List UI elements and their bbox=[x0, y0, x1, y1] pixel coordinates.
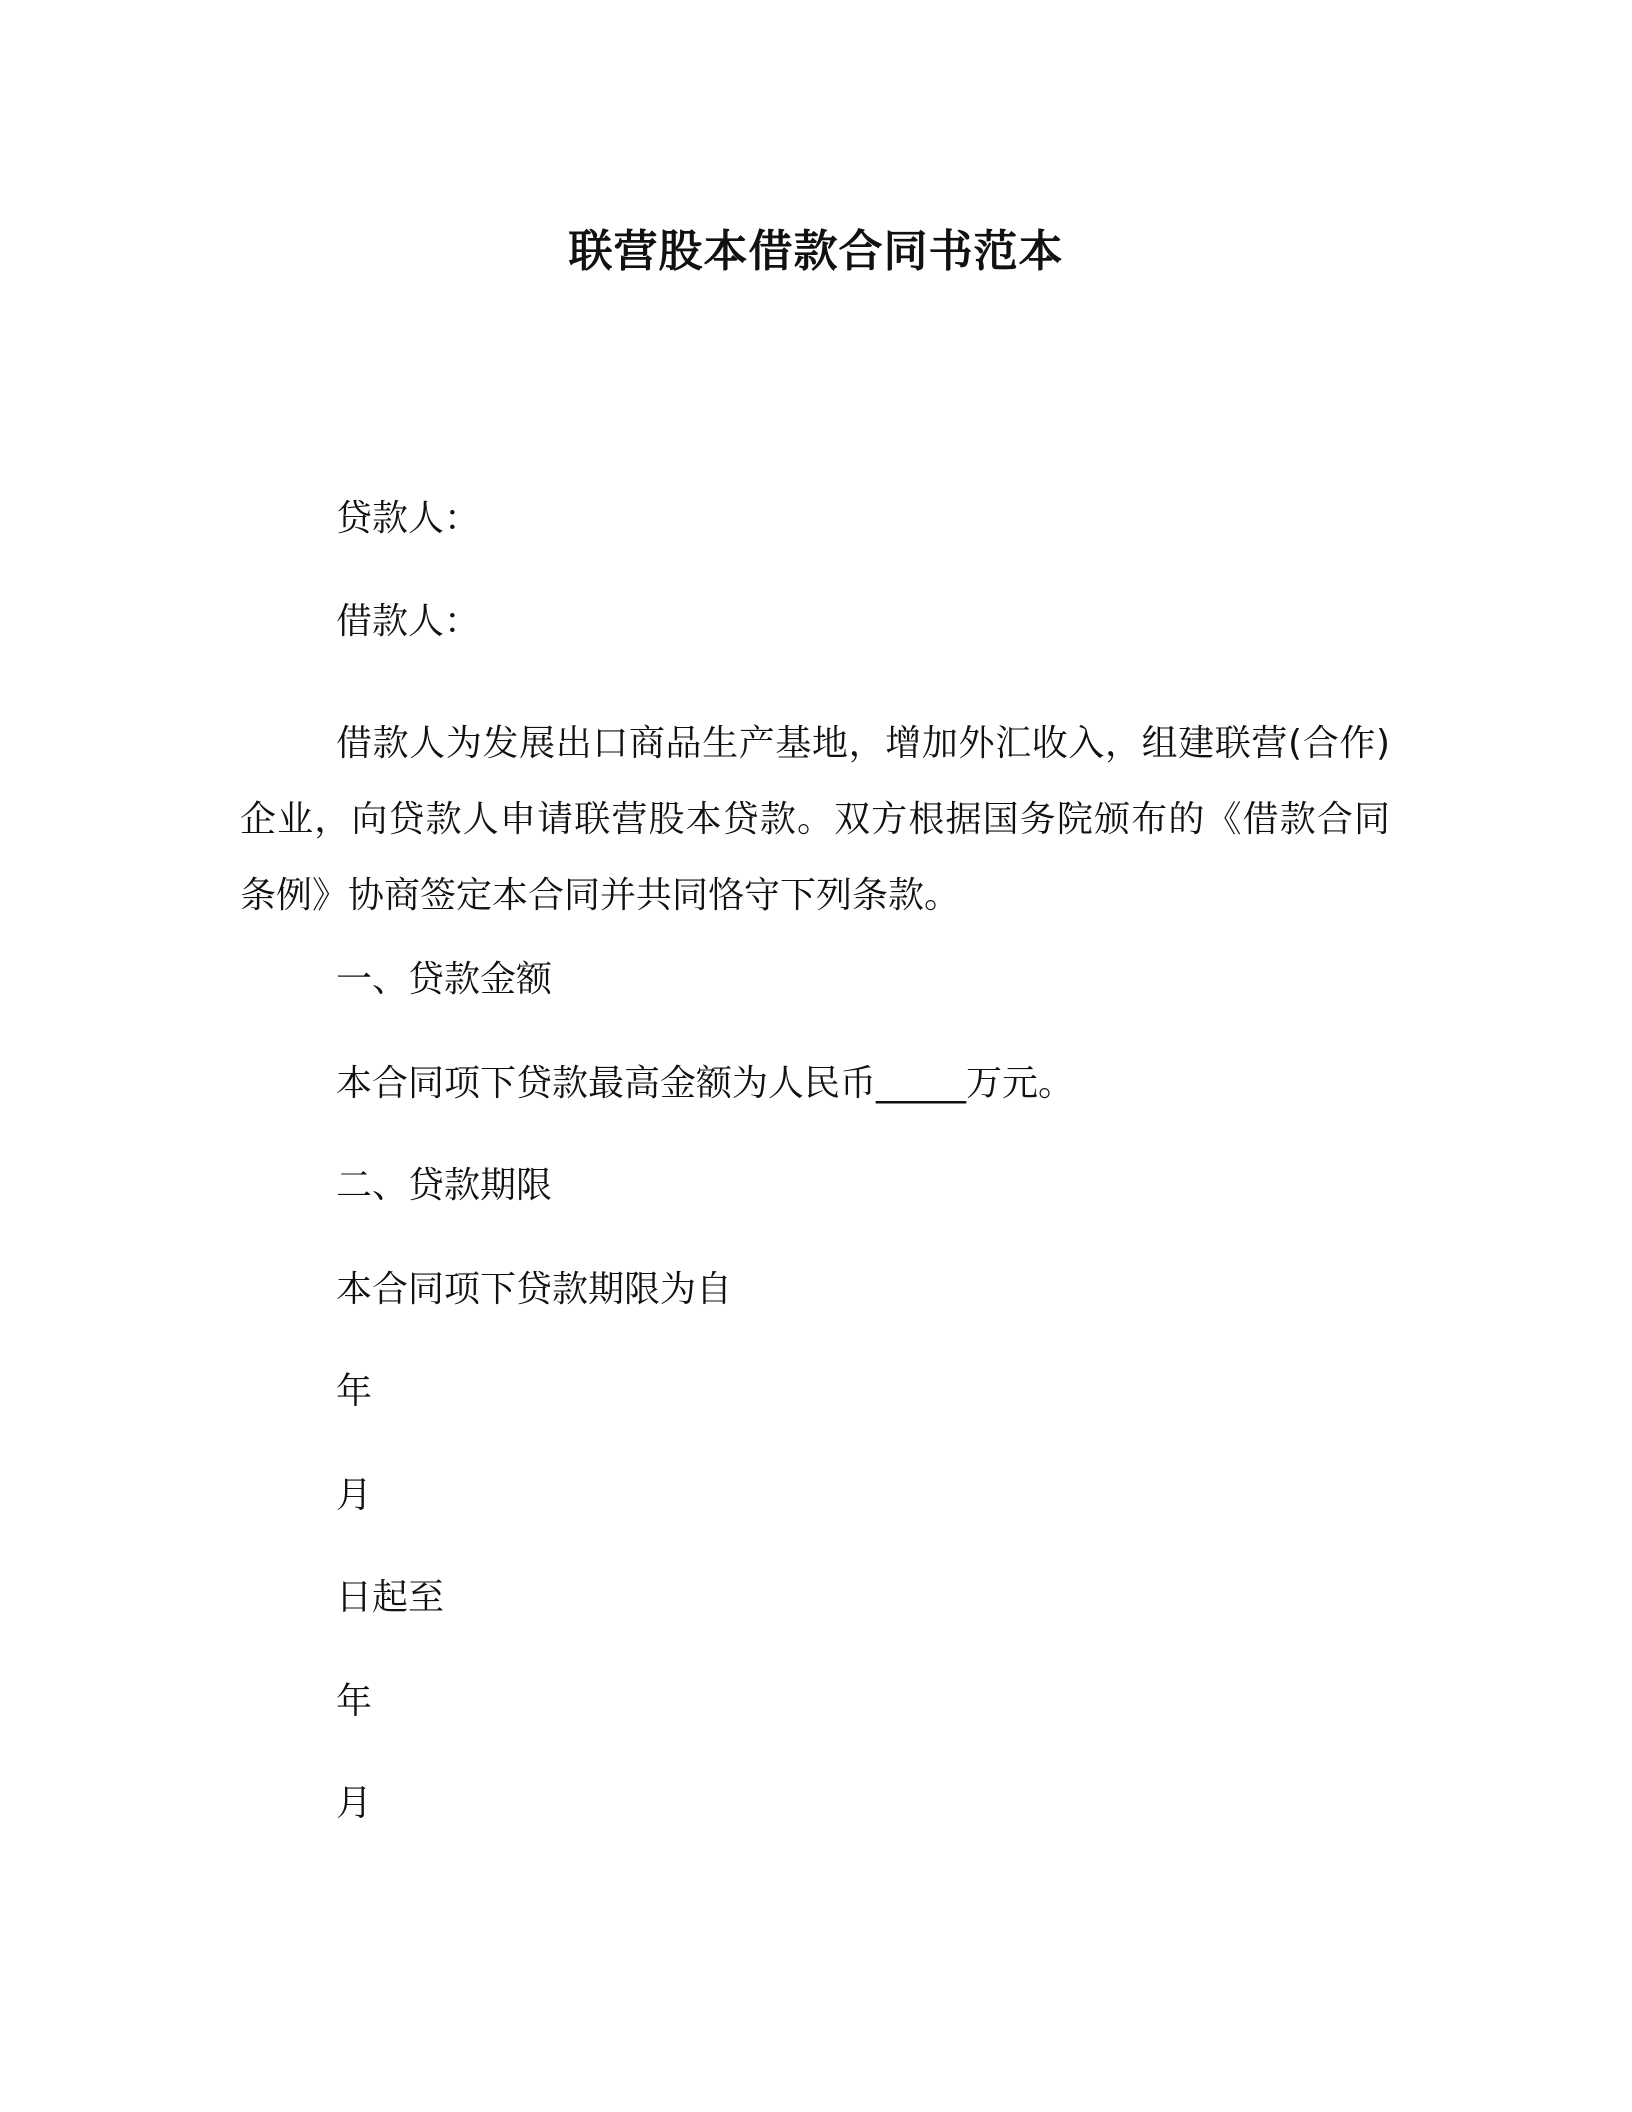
date-year-2: 年 bbox=[336, 1681, 373, 1722]
section-1-heading: 一、贷款金额 bbox=[336, 959, 553, 1000]
date-day-to: 日起至 bbox=[336, 1577, 445, 1618]
section-2-text: 本合同项下贷款期限为自 bbox=[336, 1269, 733, 1310]
lender-label: 贷款人： bbox=[336, 498, 481, 539]
date-year-1: 年 bbox=[336, 1371, 373, 1412]
date-month-1: 月 bbox=[336, 1475, 373, 1516]
section-2-heading: 二、贷款期限 bbox=[336, 1165, 553, 1206]
section-1-text: 本合同项下贷款最高金额为人民币_____万元。 bbox=[336, 1063, 1075, 1104]
document-title: 联营股本借款合同书范本 bbox=[568, 226, 1064, 277]
date-month-2: 月 bbox=[336, 1783, 373, 1824]
intro-paragraph: 借款人为发展出口商品生产基地，增加外汇收入，组建联营(合作)企业，向贷款人申请联营股本贷款。双方根据国务院颁布的《借款合同条例》协商签定本合同并共同恪守下列条款。 bbox=[240, 723, 1390, 916]
borrower-label: 借款人： bbox=[336, 601, 481, 642]
